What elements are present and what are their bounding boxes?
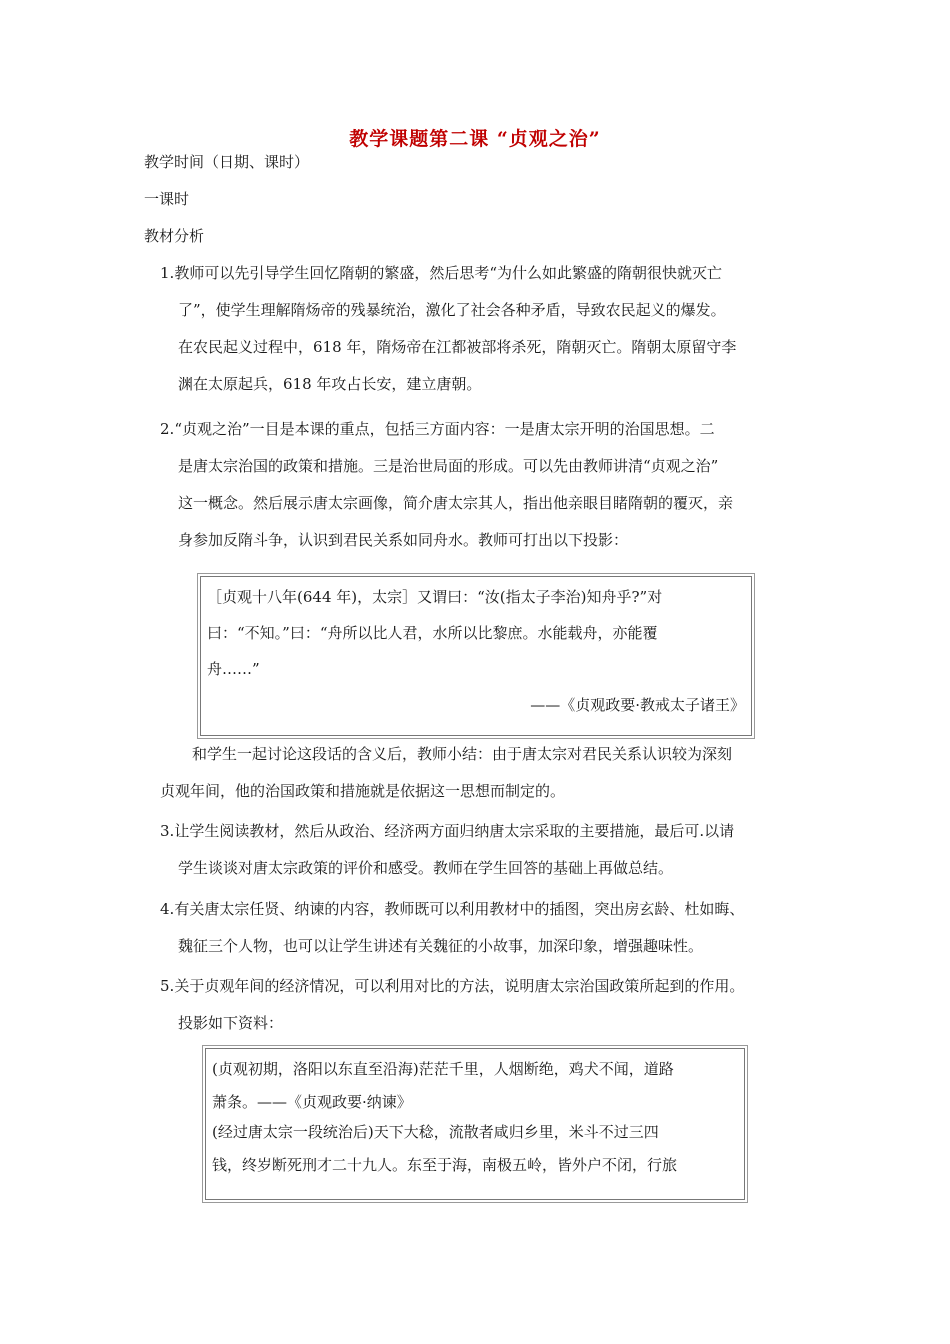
item-line: 渊在太原起兵，618 年攻占长安，建立唐朝。 bbox=[178, 375, 482, 393]
item-line: 是唐太宗治国的政策和措施。三是治世局面的形成。可以先由教师讲清“贞观之治” bbox=[178, 457, 719, 475]
summary-line: 贞观年间，他的治国政策和措施就是依据这一思想而制定的。 bbox=[160, 782, 566, 800]
list-item-4 bbox=[160, 891, 820, 965]
page-title: 教学课题第二课 “贞观之治” bbox=[349, 128, 601, 150]
summary-line: 和学生一起讨论这段话的含义后，教师小结：由于唐太宗对君民关系认识较为深刻 bbox=[192, 745, 733, 763]
list-item-2 bbox=[160, 411, 820, 559]
item-line: 投影如下资料： bbox=[178, 1014, 284, 1032]
item-line: 了”，使学生理解隋炀帝的残暴统治，激化了社会各种矛盾，导致农民起义的爆发。 bbox=[178, 301, 726, 319]
item-number: 1. bbox=[160, 264, 175, 282]
duration-text: 一课时 bbox=[144, 190, 190, 208]
quote-line: ［贞观十八年(644 年)，太宗］又谓曰：“汝(指太子李治)知舟乎?”对 bbox=[207, 588, 663, 606]
item-line: 让学生阅读教材，然后从政治、经济两方面归纳唐太宗采取的主要措施，最后可.以请 bbox=[174, 822, 735, 840]
item-line: 教师可以先引导学生回忆隋朝的繁盛，然后思考“为什么如此繁盛的隋朝很快就灭亡 bbox=[174, 264, 722, 282]
item-number: 3. bbox=[160, 822, 175, 840]
quote-source: ——《贞观政要·教戒太子诸王》 bbox=[530, 696, 745, 714]
list-item-1 bbox=[160, 255, 820, 403]
summary-paragraph bbox=[160, 736, 830, 810]
quote-box-2 bbox=[205, 1048, 745, 1200]
quote-line: 舟……” bbox=[207, 660, 260, 678]
item-line: 在农民起义过程中，618 年，隋炀帝在江都被部将杀死，隋朝灭亡。隋朝太原留守李 bbox=[178, 338, 737, 356]
item-number: 4. bbox=[160, 900, 175, 918]
list-item-5 bbox=[160, 968, 820, 1042]
quote-line: 曰：“不知。”曰：“舟所以比人君，水所以比黎庶。水能载舟，亦能覆 bbox=[207, 624, 658, 642]
item-line: 这一概念。然后展示唐太宗画像，简介唐太宗其人，指出他亲眼目睹隋朝的覆灭，亲 bbox=[178, 494, 734, 512]
item-line: 关于贞观年间的经济情况，可以利用对比的方法，说明唐太宗治国政策所起到的作用。 bbox=[174, 977, 745, 995]
item-line: 有关唐太宗任贤、纳谏的内容，教师既可以利用教材中的插图，突出房玄龄、杜如晦、 bbox=[174, 900, 745, 918]
quote-line: 萧条。——《贞观政要·纳谏》 bbox=[212, 1093, 412, 1111]
item-number: 5. bbox=[160, 977, 175, 995]
quote-line: (经过唐太宗一段统治后)天下大稔，流散者咸归乡里，米斗不过三四 bbox=[212, 1123, 659, 1141]
item-line: 身参加反隋斗争，认识到君民关系如同舟水。教师可打出以下投影： bbox=[178, 531, 629, 549]
item-line: “贞观之治”一目是本课的重点，包括三方面内容：一是唐太宗开明的治国思想。二 bbox=[174, 420, 715, 438]
item-number: 2. bbox=[160, 420, 175, 438]
quote-box-1 bbox=[200, 576, 752, 736]
analysis-label: 教材分析 bbox=[144, 227, 205, 245]
quote-line: 钱，终岁断死刑才二十九人。东至于海，南极五岭，皆外户不闭，行旅 bbox=[212, 1156, 678, 1174]
item-line: 魏征三个人物，也可以让学生讲述有关魏征的小故事，加深印象，增强趣味性。 bbox=[178, 937, 704, 955]
list-item-3 bbox=[160, 813, 820, 887]
quote-line: (贞观初期，洛阳以东直至沿海)茫茫千里，人烟断绝，鸡犬不闻，道路 bbox=[212, 1060, 674, 1078]
teaching-time-label: 教学时间（日期、课时） bbox=[144, 153, 310, 171]
item-line: 学生谈谈对唐太宗政策的评价和感受。教师在学生回答的基础上再做总结。 bbox=[178, 859, 674, 877]
